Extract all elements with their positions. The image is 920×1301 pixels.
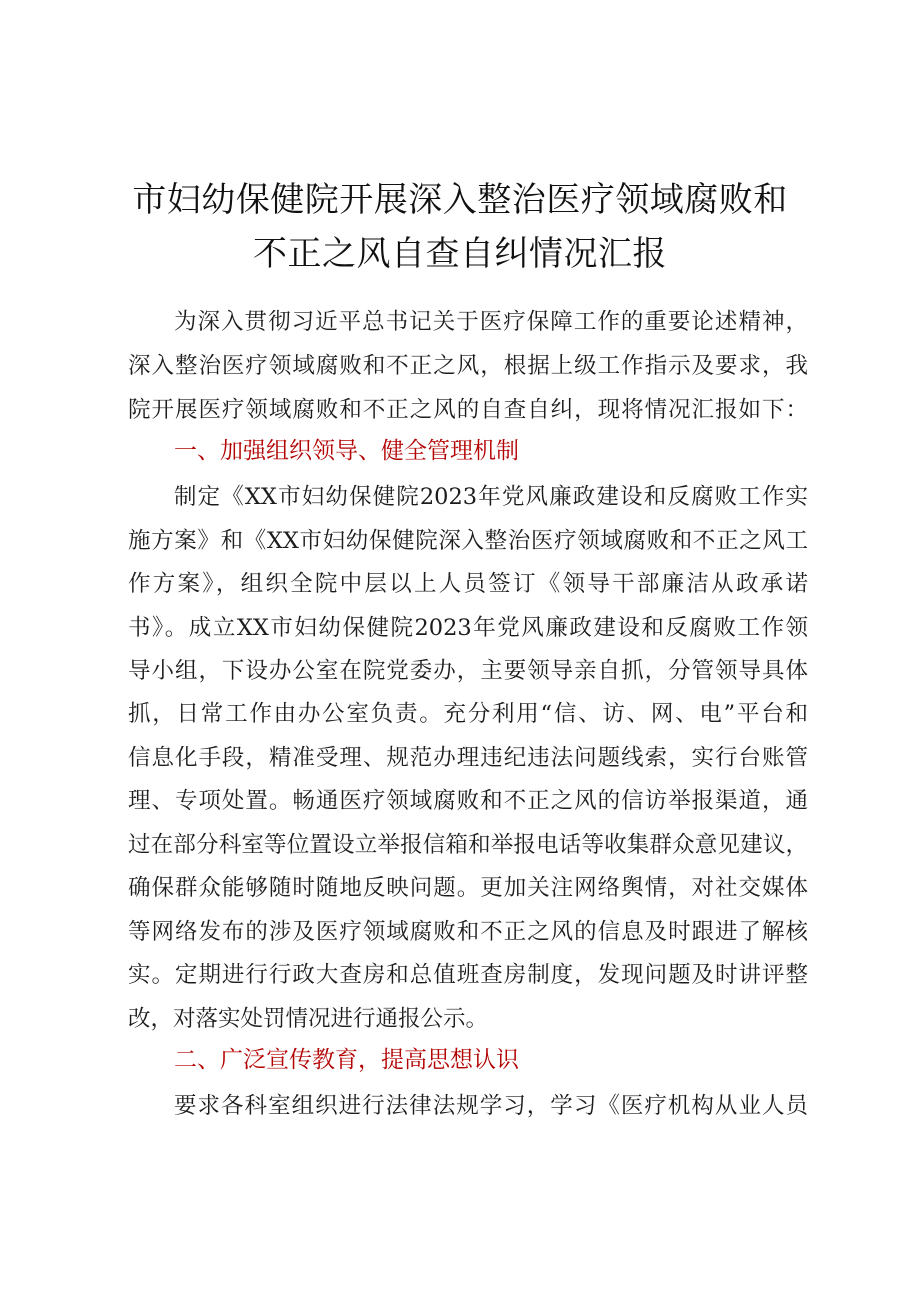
section-1-heading: 一、加强组织领导、健全管理机制	[174, 438, 519, 464]
intro-line: 院开展医疗领域腐败和不正之风的自查自纠，现将情况汇报如下：	[128, 397, 808, 423]
section-1-line: 信息化手段，精准受理、规范办理违纪违法问题线索，实行台账管	[128, 745, 808, 771]
section-1-line: 实。定期进行行政大查房和总值班查房制度，发现问题及时讲评整	[128, 962, 808, 988]
section-1-line: 作方案》，组织全院中层以上人员签订《领导干部廉洁从政承诺	[128, 571, 808, 597]
section-1-line: 制定《XX市妇幼保健院2023年党风廉政建设和反腐败工作实	[174, 484, 808, 510]
document-title-line-2: 不正之风自查自纠情况汇报	[253, 234, 667, 274]
intro-line: 深入整治医疗领域腐败和不正之风，根据上级工作指示及要求，我	[128, 353, 808, 379]
section-2-line: 要求各科室组织进行法律法规学习，学习《医疗机构从业人员	[174, 1093, 808, 1119]
document-title-line-1: 市妇幼保健院开展深入整治医疗领域腐败和	[132, 180, 788, 220]
section-1-line: 等网络发布的涉及医疗领域腐败和不正之风的信息及时跟进了解核	[128, 919, 808, 945]
section-1-line: 抓，日常工作由办公室负责。充分利用“信、访、网、电”平台和	[128, 701, 808, 727]
section-1-line: 确保群众能够随时随地反映问题。更加关注网络舆情，对社交媒体	[128, 875, 808, 901]
intro-line: 为深入贯彻习近平总书记关于医疗保障工作的重要论述精神，	[174, 309, 808, 335]
section-1-line: 书》。成立XX市妇幼保健院2023年党风廉政建设和反腐败工作领	[128, 615, 808, 641]
section-2-heading: 二、广泛宣传教育，提高思想认识	[174, 1047, 519, 1073]
section-1-line: 导小组，下设办公室在院党委办，主要领导亲自抓，分管领导具体	[128, 658, 808, 684]
section-1-line: 施方案》和《XX市妇幼保健院深入整治医疗领域腐败和不正之风工	[128, 528, 808, 554]
section-1-line: 改，对落实处罚情况进行通报公示。	[128, 1006, 489, 1032]
section-1-line: 过在部分科室等位置设立举报信箱和举报电话等收集群众意见建议，	[128, 832, 808, 858]
section-1-line: 理、专项处置。畅通医疗领域腐败和不正之风的信访举报渠道，通	[128, 788, 808, 814]
